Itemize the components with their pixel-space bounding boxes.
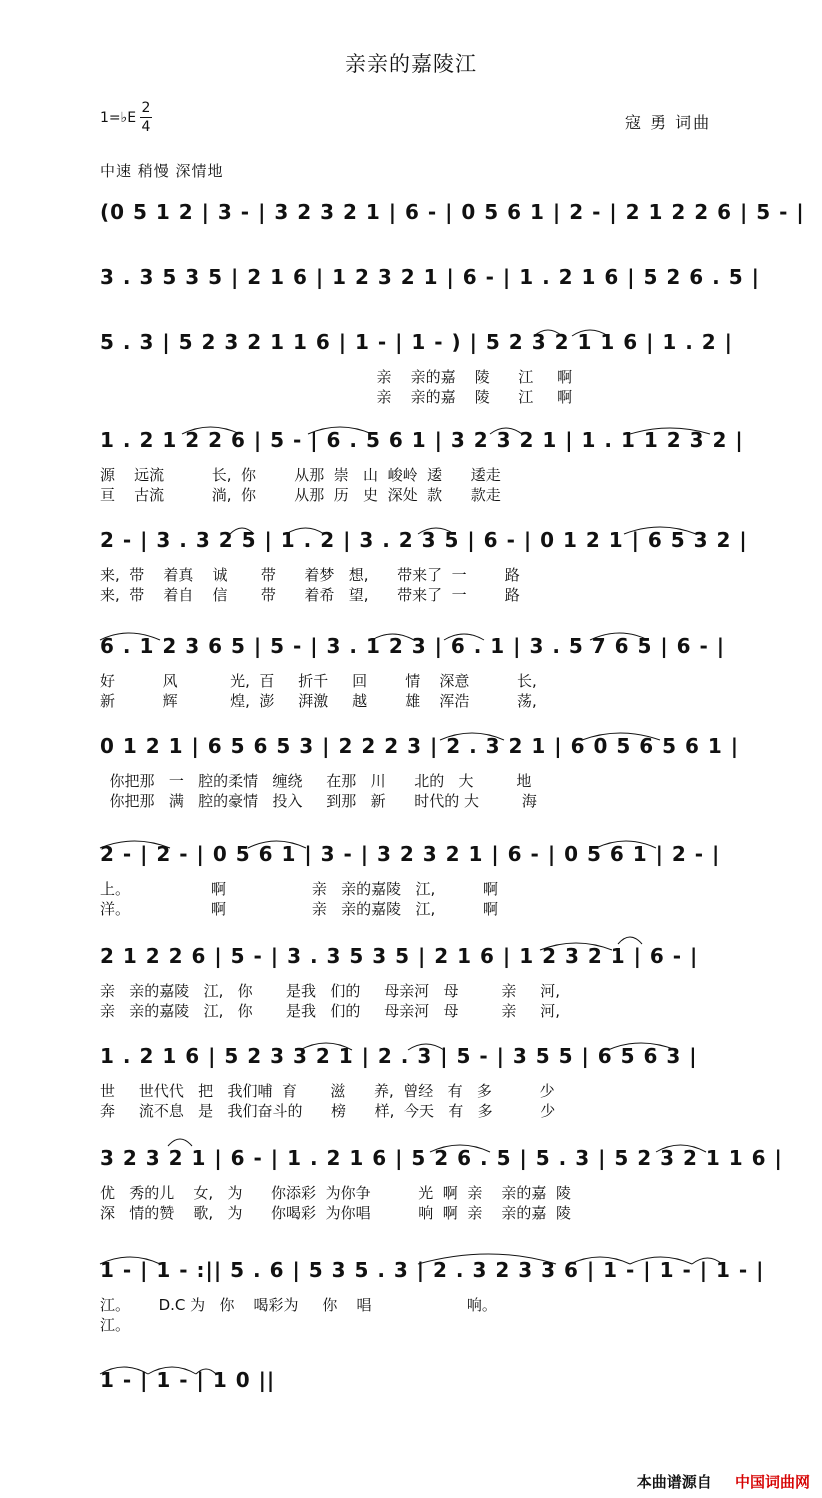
notes-line: 3 2 3 2 1 | 6 - | 1 . 2 1 6 | 5 2 6 . 5 | 5 . 3 | 5 2 3 2 1 1 6 | — [100, 1146, 783, 1170]
lyric-verse-2: 来, 带 着自 信 带 着希 望, 带来了 一 路 — [100, 586, 520, 604]
lyric-verse-1: 江。 D.C 为 你 喝彩为 你 唱 响。 — [100, 1296, 497, 1314]
lyric-verse-1: 你把那 一 腔的柔情 缠绕 在那 川 北的 大 地 — [100, 772, 532, 790]
lyric-verse-1: 好 风 光, 百 折千 回 情 深意 长, — [100, 672, 537, 690]
notes-line: 3 . 3 5 3 5 | 2 1 6 | 1 2 3 2 1 | 6 - | 1 . 2 1 6 | 5 2 6 . 5 | — [100, 265, 760, 289]
time-top: 2 — [141, 100, 151, 116]
composer-credit: 寇 勇 词曲 — [625, 113, 712, 132]
lyric-verse-1: 源 远流 长, 你 从那 崇 山 峻岭 逶 逶走 — [100, 466, 501, 484]
time-signature — [140, 100, 152, 135]
notes-line: 1 . 2 1 2 2 6 | 5 - | 6 . 5 6 1 | 3 2 3 2 1 | 1 . 1 1 2 3 2 | — [100, 428, 744, 452]
footer-source-label: 本曲谱源自 — [636, 1473, 712, 1491]
time-bar — [140, 117, 152, 118]
song-title: 亲亲的嘉陵江 — [345, 52, 477, 76]
notes-line: 1 - | 1 - :|| 5 . 6 | 5 3 5 . 3 | 2 . 3 2 3 3 6 | 1 - | 1 - | 1 - | — [100, 1258, 765, 1282]
notes-line: 5 . 3 | 5 2 3 2 1 1 6 | 1 - | 1 - ) | 5 2 3 2 1 1 6 | 1 . 2 | — [100, 330, 733, 354]
lyric-verse-2: 深 情的赞 歌, 为 你喝彩 为你唱 响 啊 亲 亲的嘉 陵 — [100, 1204, 571, 1222]
lyric-verse-2: 江。 — [100, 1316, 131, 1334]
lyric-verse-2: 亲 亲的嘉陵 江, 你 是我 们的 母亲河 母 亲 河, — [100, 1002, 561, 1020]
notes-line: 1 - | 1 - | 1 0 || — [100, 1368, 276, 1392]
notes-line: 1 . 2 1 6 | 5 2 3 3 2 1 | 2 . 3 | 5 - | 3 5 5 | 6 5 6 3 | — [100, 1044, 698, 1068]
lyric-verse-2: 你把那 满 腔的豪情 投入 到那 新 时代的 大 海 — [100, 792, 537, 810]
time-bottom: 4 — [141, 119, 151, 135]
lyric-verse-1: 亲 亲的嘉陵 江, 你 是我 们的 母亲河 母 亲 河, — [100, 982, 561, 1000]
source-footer — [637, 1471, 810, 1492]
lyric-verse-1: 来, 带 着真 诚 带 着梦 想, 带来了 一 路 — [100, 566, 520, 584]
lyric-verse-1: 上。 啊 亲 亲的嘉陵 江, 啊 — [100, 880, 498, 898]
lyric-verse-2: 洋。 啊 亲 亲的嘉陵 江, 啊 — [100, 900, 498, 918]
notes-line: 0 1 2 1 | 6 5 6 5 3 | 2 2 2 3 | 2 . 3 2 1 | 6 0 5 6 5 6 1 | — [100, 734, 740, 758]
lyric-verse-1: 亲 亲的嘉 陵 江 啊 — [100, 368, 573, 386]
lyric-verse-2: 亘 古流 淌, 你 从那 历 史 深处 款 款走 — [100, 486, 501, 504]
notes-line: 2 - | 3 . 3 2 5 | 1 . 2 | 3 . 2 3 5 | 6 - | 0 1 2 1 | 6 5 3 2 | — [100, 528, 748, 552]
lyric-verse-2: 奔 流不息 是 我们奋斗的 榜 样, 今天 有 多 少 — [100, 1102, 556, 1120]
lyric-verse-2: 新 辉 煌, 澎 湃激 越 雄 浑浩 荡, — [100, 692, 537, 710]
notes-line: 2 1 2 2 6 | 5 - | 3 . 3 5 3 5 | 2 1 6 | 1 2 3 2 1 | 6 - | — [100, 944, 699, 968]
lyric-verse-1: 世 世代代 把 我们哺 育 滋 养, 曾经 有 多 少 — [100, 1082, 555, 1100]
lyric-verse-1: 优 秀的儿 女, 为 你添彩 为你争 光 啊 亲 亲的嘉 陵 — [100, 1184, 571, 1202]
tempo-marking: 中速 稍慢 深情地 — [100, 162, 224, 180]
notes-line: 2 - | 2 - | 0 5 6 1 | 3 - | 3 2 3 2 1 | 6 - | 0 5 6 1 | 2 - | — [100, 842, 721, 866]
lyric-verse-2: 亲 亲的嘉 陵 江 啊 — [100, 388, 573, 406]
notes-line: 6 . 1 2 3 6 5 | 5 - | 3 . 1 2 3 | 6 . 1 | 3 . 5 7 6 5 | 6 - | — [100, 634, 726, 658]
notes-line: (0 5 1 2 | 3 - | 3 2 3 2 1 | 6 - | 0 5 6 1 | 2 - | 2 1 2 2 6 | 5 - | — [100, 200, 805, 224]
footer-site-name[interactable]: 中国词曲网 — [734, 1473, 810, 1491]
key-label: 1=♭E — [100, 110, 137, 126]
